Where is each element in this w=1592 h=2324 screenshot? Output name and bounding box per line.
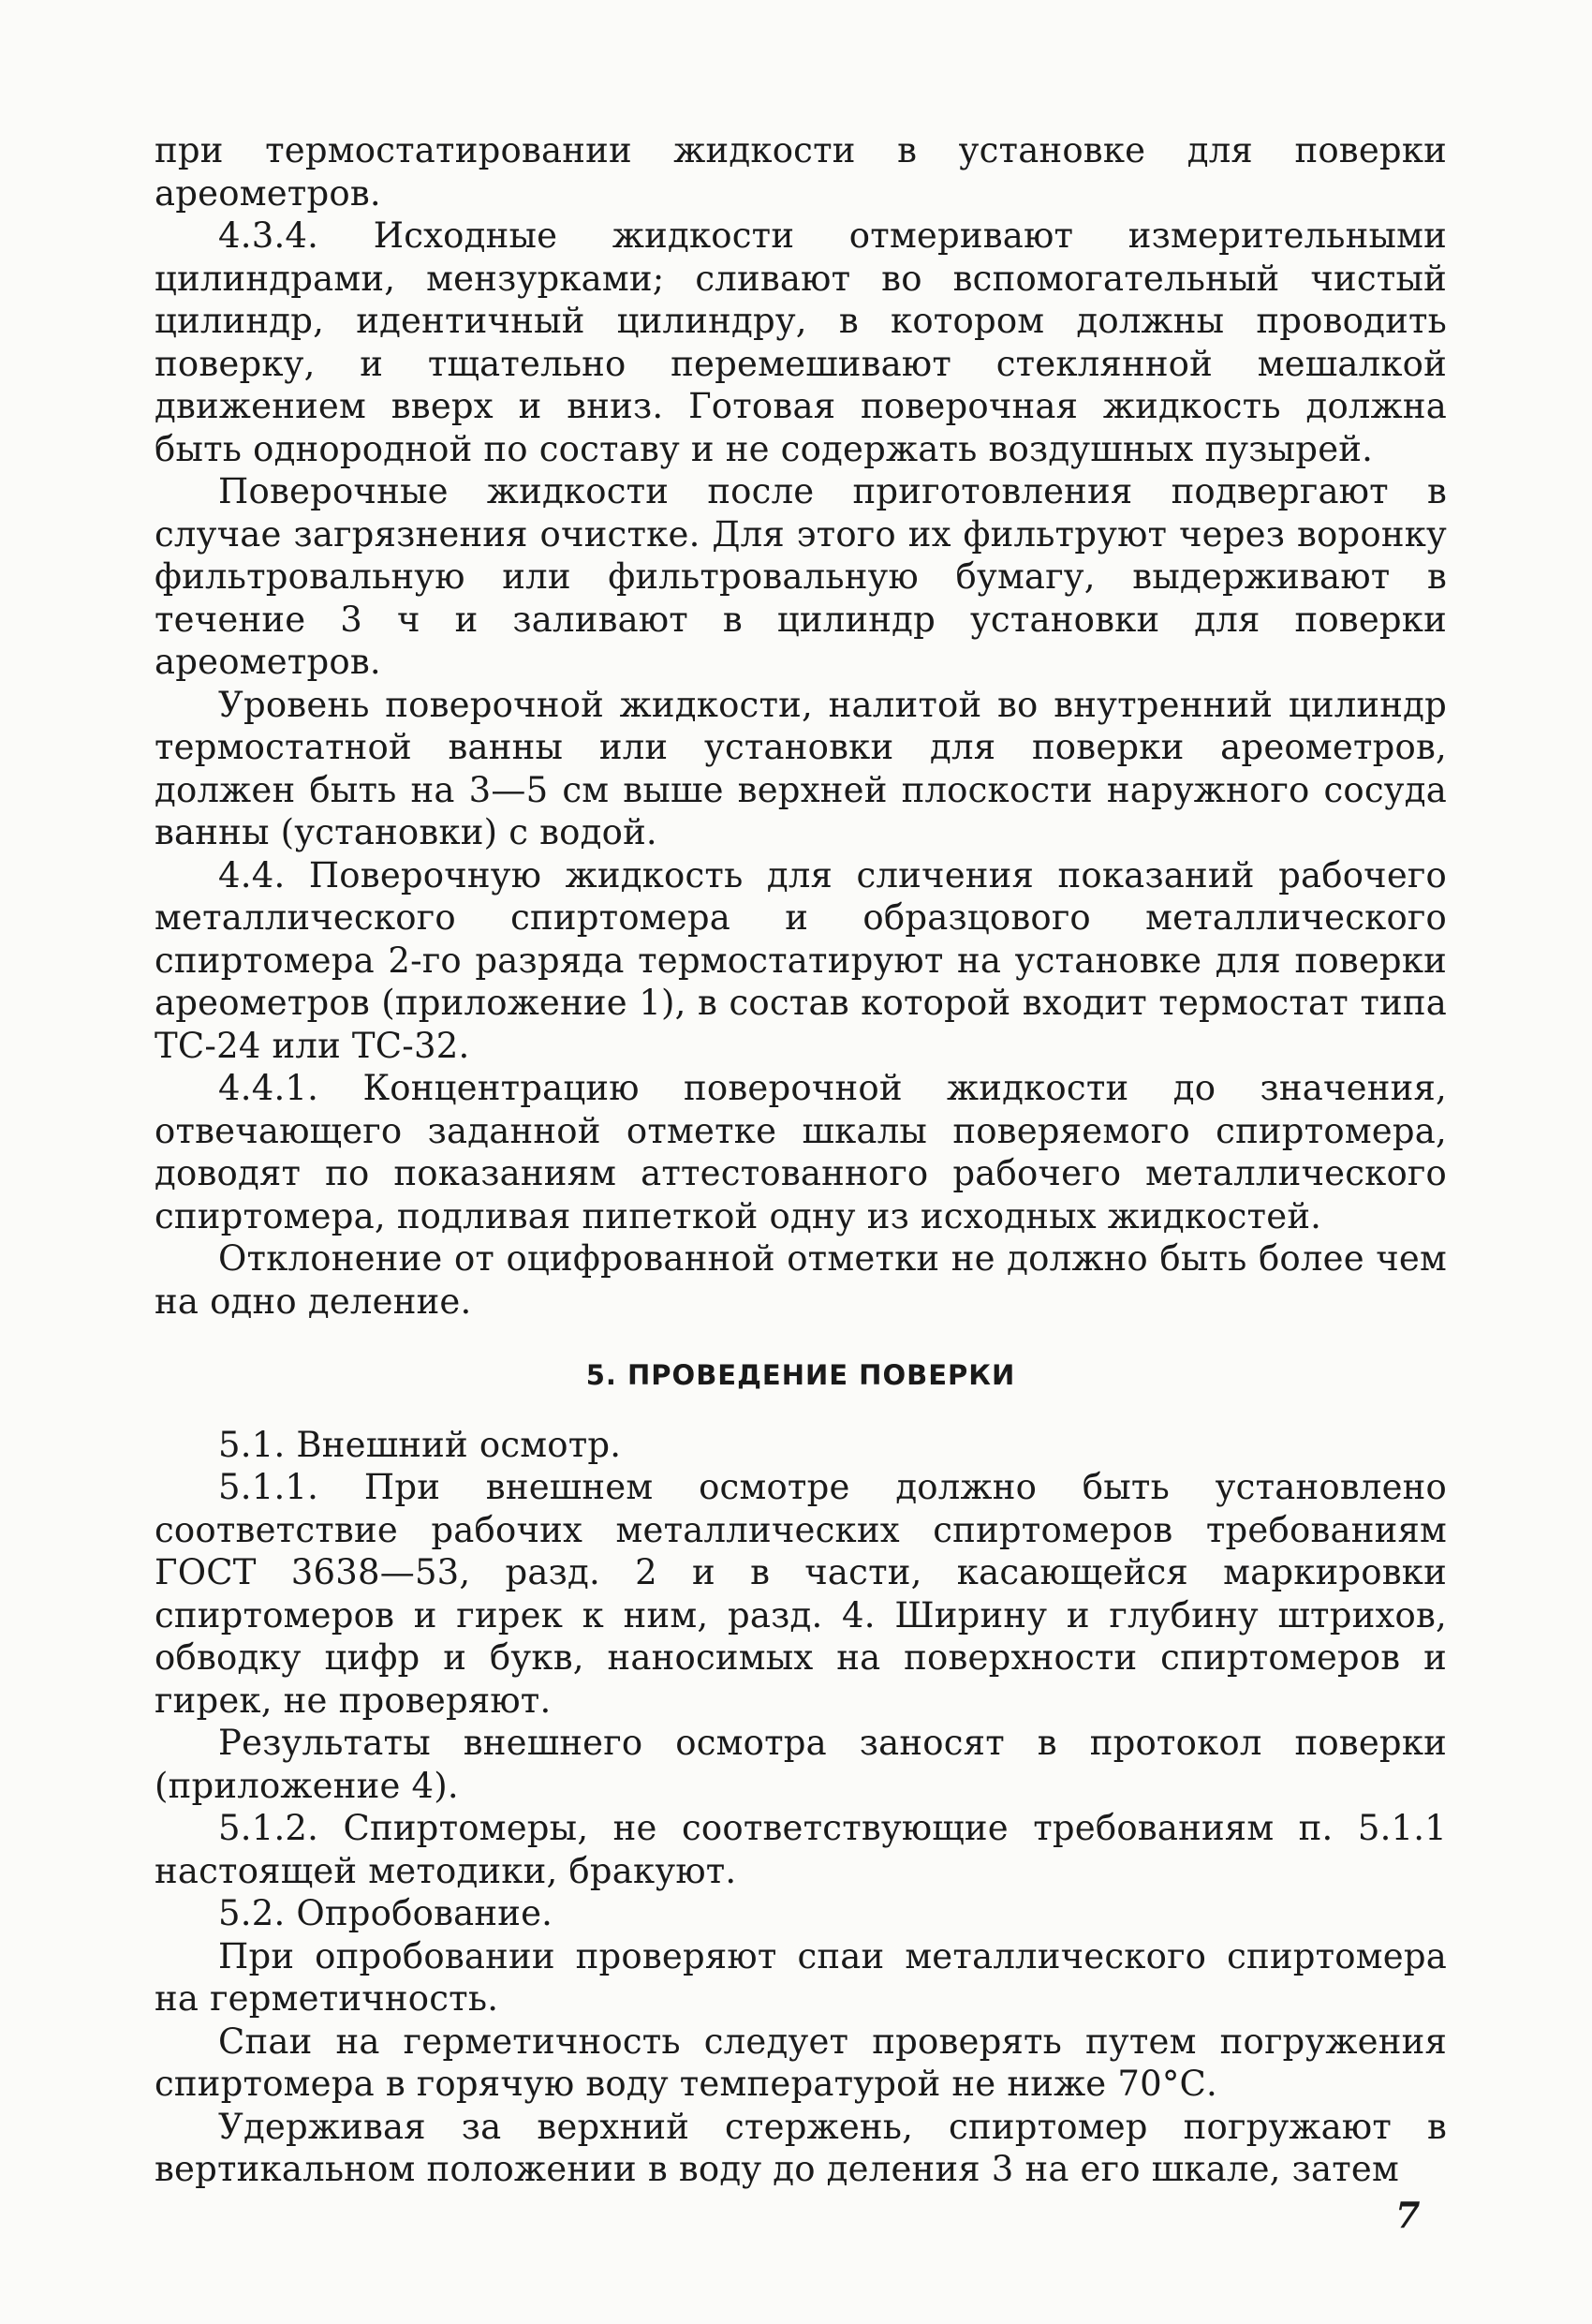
paragraph-4-3-4: 4.3.4. Исходные жидкости отмеривают измерительными цилиндрами, мензурками; сливают во вспомогательный чистый цилиндр, идентичный цилиндру, в котором должны проводить поверку, и тщательно перемешивают стеклянной мешалкой движением вверх и вниз. Готовая поверочная жидкость должна быть однородной по составу и не содержать воздушных пузырей. xyxy=(155,215,1447,469)
paragraph-filtering: Поверочные жидкости после приготовления подвергают в случае загрязнения очистке. Для этого их фильтруют через воронку фильтровальную или фильтровальную бумагу, выдерживают в течение 3 ч и заливают в цилиндр установки для поверки ареометров. xyxy=(155,471,1447,682)
paragraph-5-2: 5.2. Опробование. xyxy=(218,1893,553,1933)
section-heading: 5. ПРОВЕДЕНИЕ ПОВЕРКИ xyxy=(585,1359,1016,1391)
paragraph-5-1: 5.1. Внешний осмотр. xyxy=(218,1424,622,1465)
paragraph-4-4: 4.4. Поверочную жидкость для сличения показаний рабочего металлического спиртомера и образцового металлического спиртомера 2-го разряда термостатируют на установке для поверки ареометров (приложение 1), в состав которой входит термостат типа ТС-24 или ТС-32. xyxy=(155,854,1447,1066)
paragraph-deviation: Отклонение от оцифрованной отметки не должно быть более чем на одно деление. xyxy=(155,1238,1447,1322)
paragraph-seal-check: Спаи на герметичность следует проверять путем погружения спиртомера в горячую воду температурой не ниже 70°С. xyxy=(155,2021,1447,2104)
paragraph-immersion: Удерживая за верхний стержень, спиртомер погружают в вертикальном положении в воду до деления 3 на его шкале, затем xyxy=(155,2106,1447,2189)
paragraph-testing: При опробовании проверяют спаи металлического спиртомера на герметичность. xyxy=(155,1935,1447,2019)
body-text xyxy=(155,129,1447,2191)
paragraph-results: Результаты внешнего осмотра заносят в протокол поверки (приложение 4). xyxy=(155,1723,1447,1806)
paragraph-liquid-level: Уровень поверочной жидкости, налитой во внутренний цилиндр термостатной ванны или установки для поверки ареометров, должен быть на 3—5 см выше верхней плоскости наружного сосуда ванны (установки) с водой. xyxy=(155,684,1447,852)
paragraph-5-1-1: 5.1.1. При внешнем осмотре должно быть установлено соответствие рабочих металлических спиртомеров требованиям ГОСТ 3638—53, разд. 2 и в части, касающейся маркировки спиртомеров и гирек к ним, разд. 4. Ширину и глубину штрихов, обводку цифр и букв, наносимых на поверхности спиртомеров и гирек, не проверяют. xyxy=(155,1467,1447,1721)
paragraph-5-1-2: 5.1.2. Спиртомеры, не соответствующие требованиям п. 5.1.1 настоящей методики, бракуют. xyxy=(155,1808,1447,1891)
paragraph-4-4-1: 4.4.1. Концентрацию поверочной жидкости до значения, отвечающего заданной отметке шкалы поверяемого спиртомера, доводят по показаниям аттестованного рабочего металлического спиртомера, подливая пипеткой одну из исходных жидкостей. xyxy=(155,1068,1447,1236)
paragraph-continuation: при термостатировании жидкости в установке для поверки ареометров. xyxy=(155,130,1447,214)
page-number: 7 xyxy=(1395,2194,1421,2236)
